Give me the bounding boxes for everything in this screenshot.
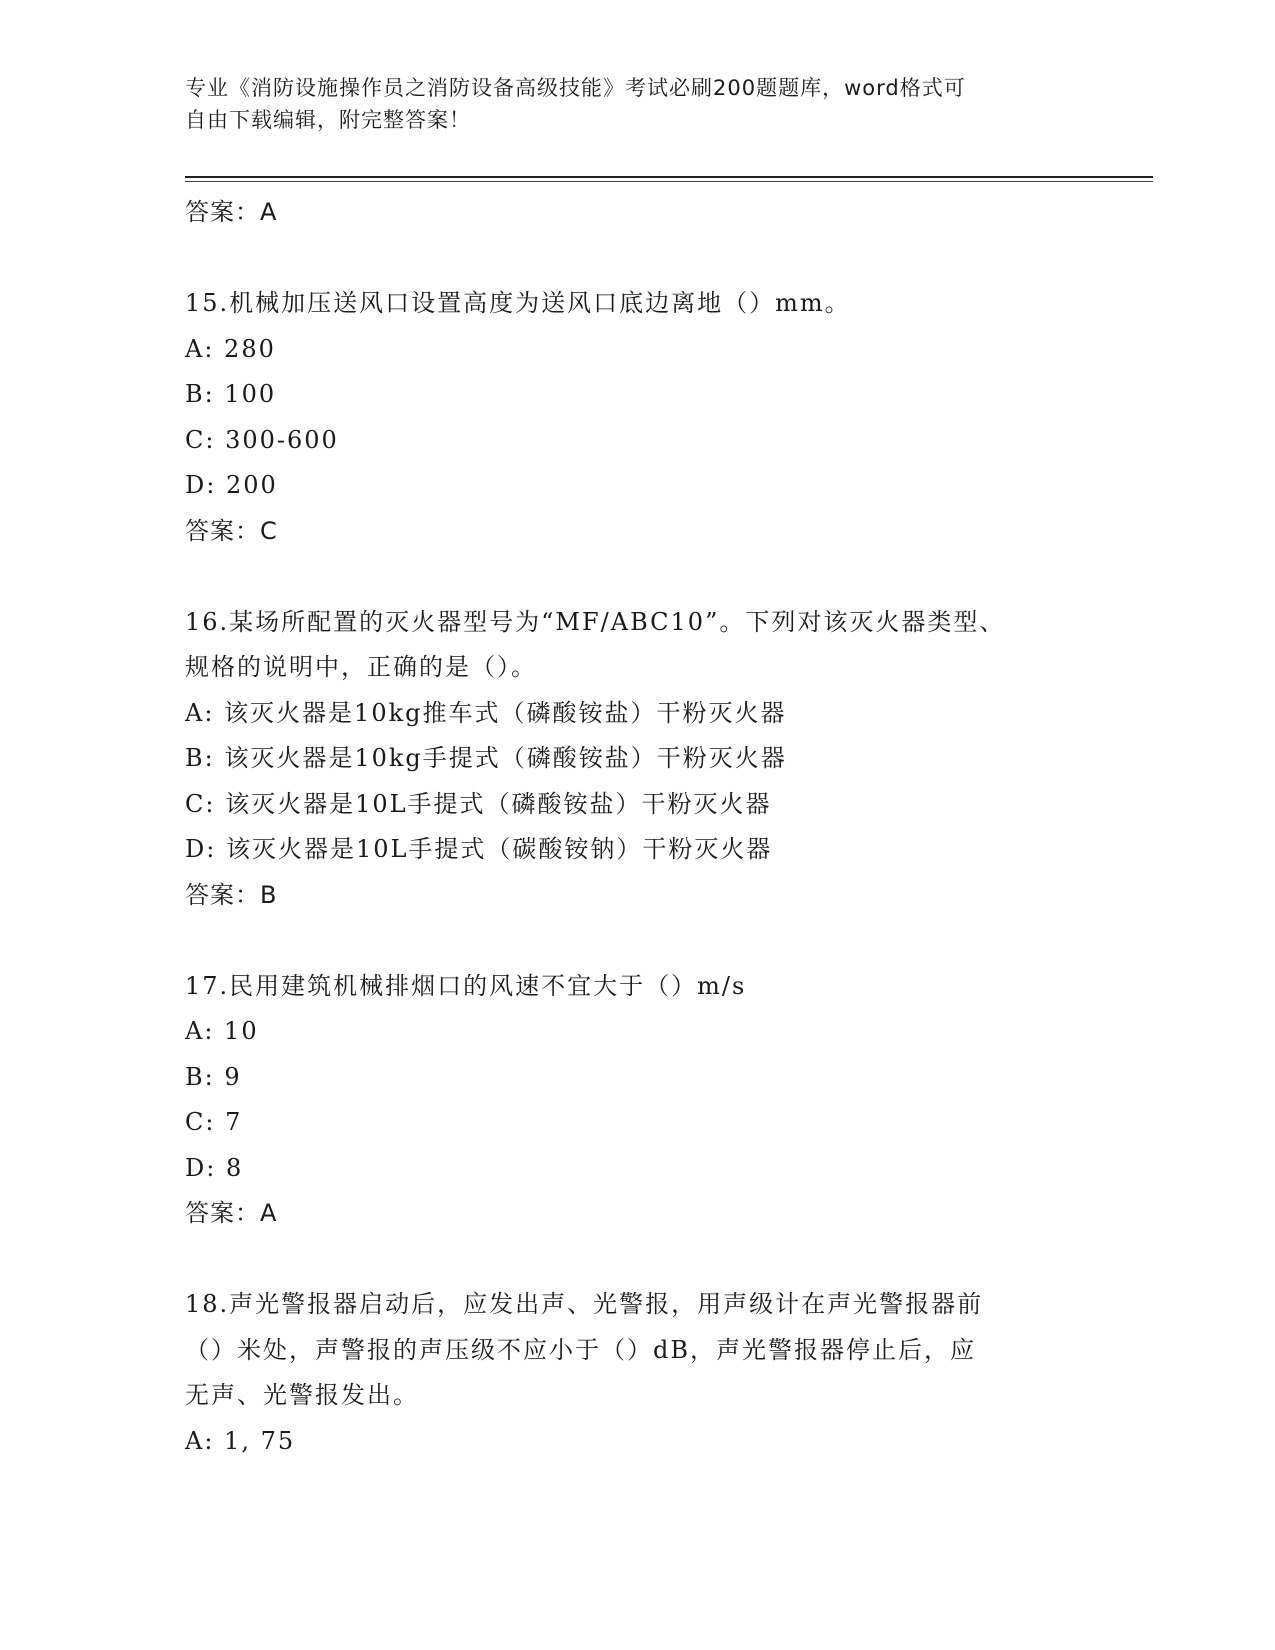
- header-rule-thin: [185, 181, 1153, 182]
- answer: 答案：C: [185, 516, 278, 545]
- header-line-2: 自由下载编辑，附完整答案！: [185, 108, 471, 132]
- previous-answer: 答案：A: [185, 198, 278, 226]
- option-b: B: 9: [185, 1062, 242, 1091]
- question-list: [185, 190, 1085, 1464]
- question-text: 17.民用建筑机械排烟口的风速不宜大于（）m/s: [185, 971, 747, 1000]
- question-text: 15.机械加压送风口设置高度为送风口底边离地（）mm。: [185, 289, 851, 317]
- document-header: [185, 72, 1065, 136]
- question-17: [185, 964, 1085, 1237]
- option-a: A: 1, 75: [185, 1426, 296, 1455]
- option-d: D: 8: [185, 1153, 244, 1182]
- option-c: C: 300-600: [185, 425, 339, 454]
- question-16: [185, 600, 1085, 919]
- option-b: B: 100: [185, 380, 277, 408]
- answer: 答案：B: [185, 880, 278, 909]
- header-line-1: 专业《消防设施操作员之消防设备高级技能》考试必刷200题题库，word格式可: [185, 76, 966, 100]
- option-a: A: 10: [185, 1017, 259, 1045]
- question-text: 18.声光警报器启动后，应发出声、光警报，用声级计在声光警报器前: [185, 1290, 984, 1318]
- option-c: C: 7: [185, 1108, 243, 1136]
- question-text: 无声、光警报发出。: [185, 1381, 419, 1409]
- answer: 答案：A: [185, 1199, 278, 1227]
- question-text: 规格的说明中，正确的是（）。: [185, 653, 537, 681]
- option-d: D: 该灭火器是10L手提式（碳酸铵钠）干粉灭火器: [185, 835, 773, 863]
- question-18: [185, 1282, 1085, 1464]
- question-text: 16.某场所配置的灭火器型号为“MF/ABC10”。下列对该灭火器类型、: [185, 607, 1006, 636]
- question-text: （）米处，声警报的声压级不应小于（）dB，声光警报器停止后，应: [185, 1335, 976, 1364]
- question-15: [185, 281, 1085, 554]
- option-a: A: 280: [185, 334, 276, 363]
- option-a: A: 该灭火器是10kg推车式（磷酸铵盐）干粉灭火器: [185, 698, 787, 727]
- header-rule-thick: [185, 176, 1153, 178]
- option-b: B: 该灭火器是10kg手提式（磷酸铵盐）干粉灭火器: [185, 744, 787, 772]
- option-d: D: 200: [185, 471, 278, 499]
- option-c: C: 该灭火器是10L手提式（磷酸铵盐）干粉灭火器: [185, 789, 772, 818]
